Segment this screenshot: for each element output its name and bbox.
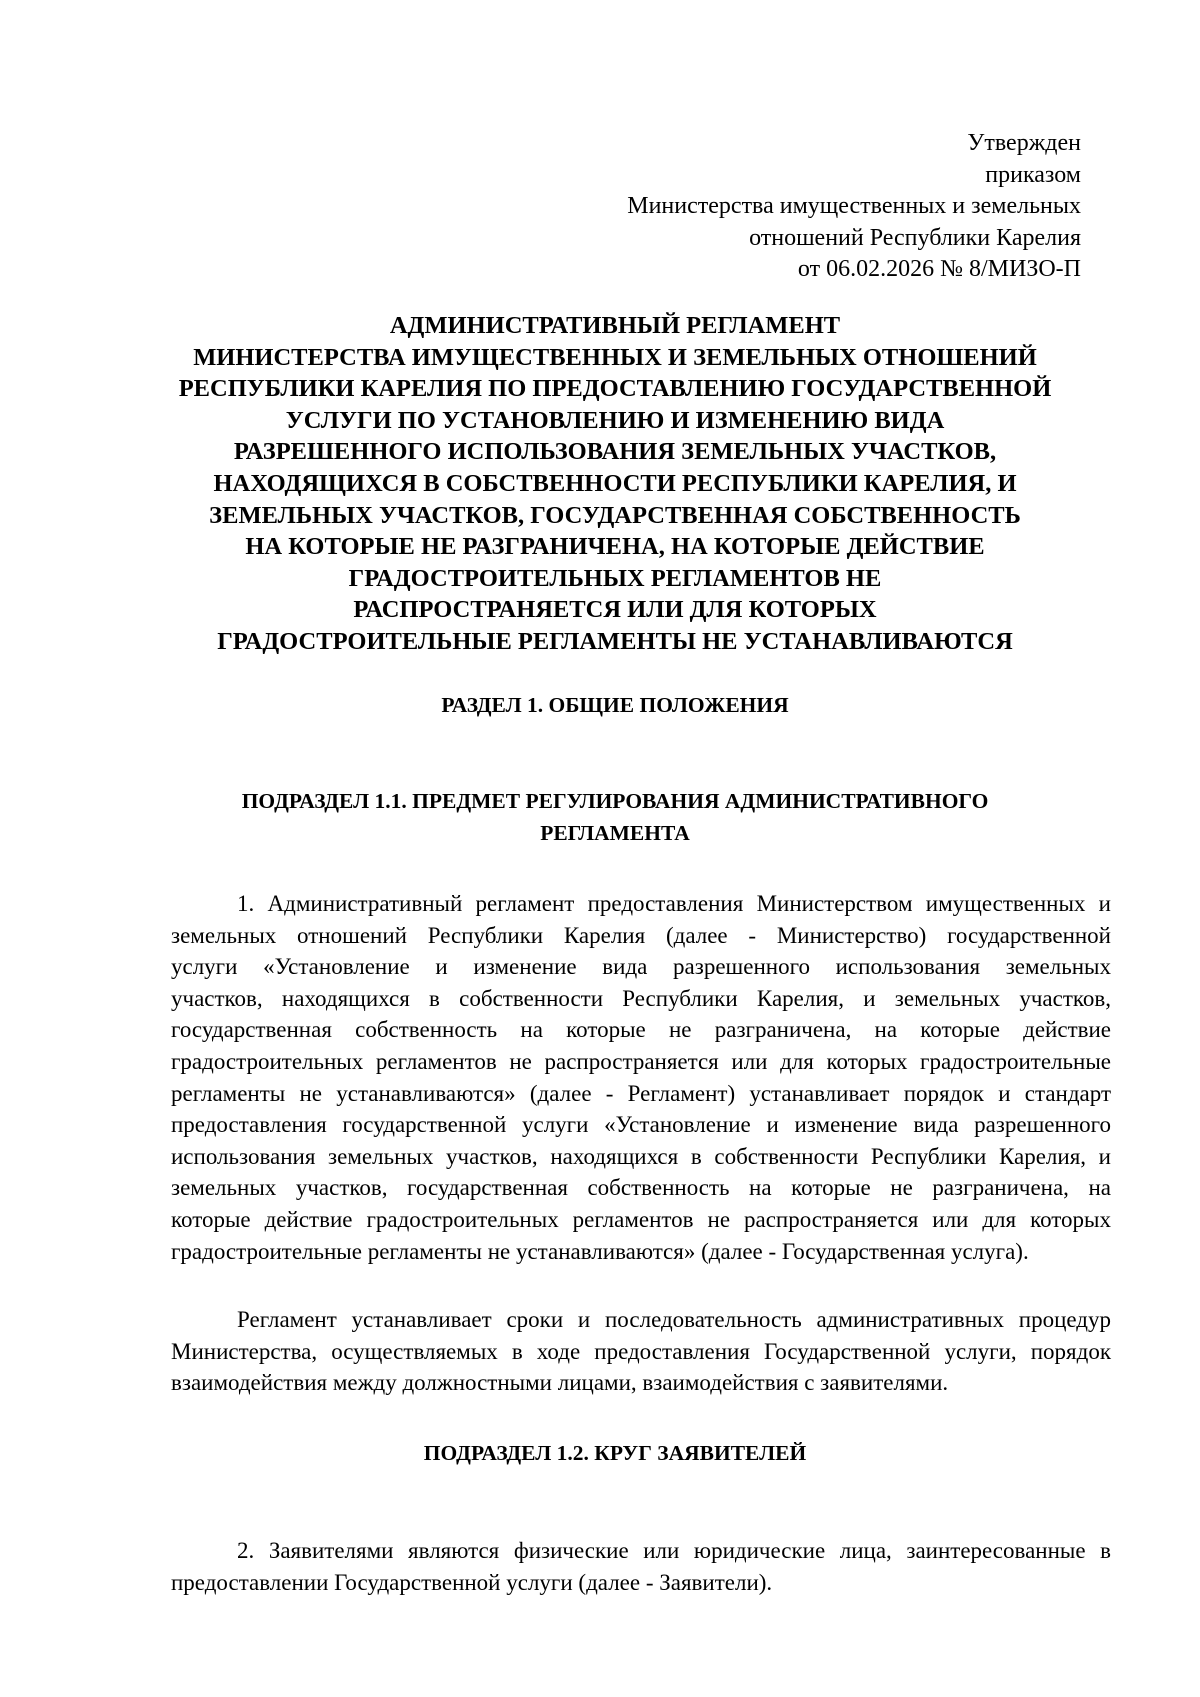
paragraph-line: 1. Административный регламент предоставления Министерством имущественных и xyxy=(237,891,1111,916)
title-line: РАЗРЕШЕННОГО ИСПОЛЬЗОВАНИЯ ЗЕМЕЛЬНЫХ УЧАСТКОВ, xyxy=(233,438,997,466)
approval-line: отношений Республики Карелия xyxy=(749,224,1081,251)
paragraph-line: земельных отношений Республики Карелия (далее - Министерство) государственной xyxy=(171,922,1111,948)
paragraph-line: регламенты не устанавливаются» (далее - Регламент) устанавливает порядок и стандарт xyxy=(171,1080,1111,1106)
approval-line: приказом xyxy=(985,161,1081,188)
approval-line: от 06.02.2026 № 8/МИЗО-П xyxy=(797,256,1081,282)
title-line: АДМИНИСТРАТИВНЫЙ РЕГЛАМЕНТ xyxy=(389,312,841,339)
title-line: ГРАДОСТРОИТЕЛЬНЫЕ РЕГЛАМЕНТЫ НЕ УСТАНАВЛИВАЮТСЯ xyxy=(217,627,1013,655)
paragraph-1 xyxy=(171,888,1111,1267)
section-1-heading-text: РАЗДЕЛ 1. ОБЩИЕ ПОЛОЖЕНИЯ xyxy=(441,693,789,717)
title-line: РАСПРОСТРАНЯЕТСЯ ИЛИ ДЛЯ КОТОРЫХ xyxy=(353,596,877,624)
paragraph-2 xyxy=(171,1304,1111,1399)
paragraph-line: участков, находящихся в собственности Республики Карелия, и земельных участков, xyxy=(171,985,1111,1011)
approval-line: Утвержден xyxy=(967,130,1081,156)
section-1-heading xyxy=(150,690,1080,722)
paragraph-line: Министерства, осуществляемых в ходе предоставления Государственной услуги, порядок xyxy=(171,1338,1111,1364)
title-line: ГРАДОСТРОИТЕЛЬНЫХ РЕГЛАМЕНТОВ НЕ xyxy=(348,564,882,592)
paragraph-line: предоставления государственной услуги «Установление и изменение вида разрешенного xyxy=(171,1112,1111,1138)
paragraph-line: услуги «Установление и изменение вида разрешенного использования земельных xyxy=(171,954,1111,980)
paragraph-line: государственная собственность на которые не разграничена, на которые действие xyxy=(171,1017,1111,1043)
subsection-heading-line: ПОДРАЗДЕЛ 1.1. ПРЕДМЕТ РЕГУЛИРОВАНИЯ АДМИНИСТРАТИВНОГО xyxy=(241,789,989,813)
subsection-1-1-heading xyxy=(150,786,1080,849)
paragraph-line: градостроительные регламенты не устанавливаются» (далее - Государственная услуга). xyxy=(171,1238,1029,1264)
paragraph-line: которые действие градостроительных регламентов не распространяется или для которых xyxy=(171,1206,1111,1232)
title-line: РЕСПУБЛИКИ КАРЕЛИЯ ПО ПРЕДОСТАВЛЕНИЮ ГОСУДАРСТВЕННОЙ xyxy=(178,375,1052,403)
paragraph-line: взаимодействия между должностными лицами, взаимодействия с заявителями. xyxy=(171,1370,949,1396)
title-line: ЗЕМЕЛЬНЫХ УЧАСТКОВ, ГОСУДАРСТВЕННАЯ СОБСТВЕННОСТЬ xyxy=(209,501,1021,529)
subsection-1-2-heading xyxy=(150,1438,1080,1470)
document-title xyxy=(150,310,1080,658)
paragraph-line: использования земельных участков, находящихся в собственности Республики Карелия, и xyxy=(171,1143,1111,1169)
paragraph-line: предоставлении Государственной услуги (далее - Заявители). xyxy=(171,1569,773,1595)
approval-stamp xyxy=(521,128,1081,286)
title-line: НАХОДЯЩИХСЯ В СОБСТВЕННОСТИ РЕСПУБЛИКИ КАРЕЛИЯ, И xyxy=(213,469,1017,497)
paragraph-line: градостроительных регламентов не распространяется или для которых градостроительные xyxy=(171,1048,1111,1074)
subsection-heading-line: РЕГЛАМЕНТА xyxy=(540,820,690,845)
title-line: УСЛУГИ ПО УСТАНОВЛЕНИЮ И ИЗМЕНЕНИЮ ВИДА xyxy=(285,406,945,434)
title-line: НА КОТОРЫЕ НЕ РАЗГРАНИЧЕНА, НА КОТОРЫЕ ДЕЙСТВИЕ xyxy=(245,533,985,561)
paragraph-line: земельных участков, государственная собственность на которые не разграничена, на xyxy=(171,1175,1111,1201)
paragraph-3 xyxy=(171,1535,1111,1598)
paragraph-line: Регламент устанавливает сроки и последовательность административных процедур xyxy=(237,1307,1111,1332)
paragraph-line: 2. Заявителями являются физические или юридические лица, заинтересованные в xyxy=(237,1538,1111,1563)
subsection-1-2-heading-text: ПОДРАЗДЕЛ 1.2. КРУГ ЗАЯВИТЕЛЕЙ xyxy=(423,1441,807,1465)
approval-line: Министерства имущественных и земельных xyxy=(627,193,1081,219)
title-line: МИНИСТЕРСТВА ИМУЩЕСТВЕННЫХ И ЗЕМЕЛЬНЫХ ОТНОШЕНИЙ xyxy=(193,343,1037,371)
